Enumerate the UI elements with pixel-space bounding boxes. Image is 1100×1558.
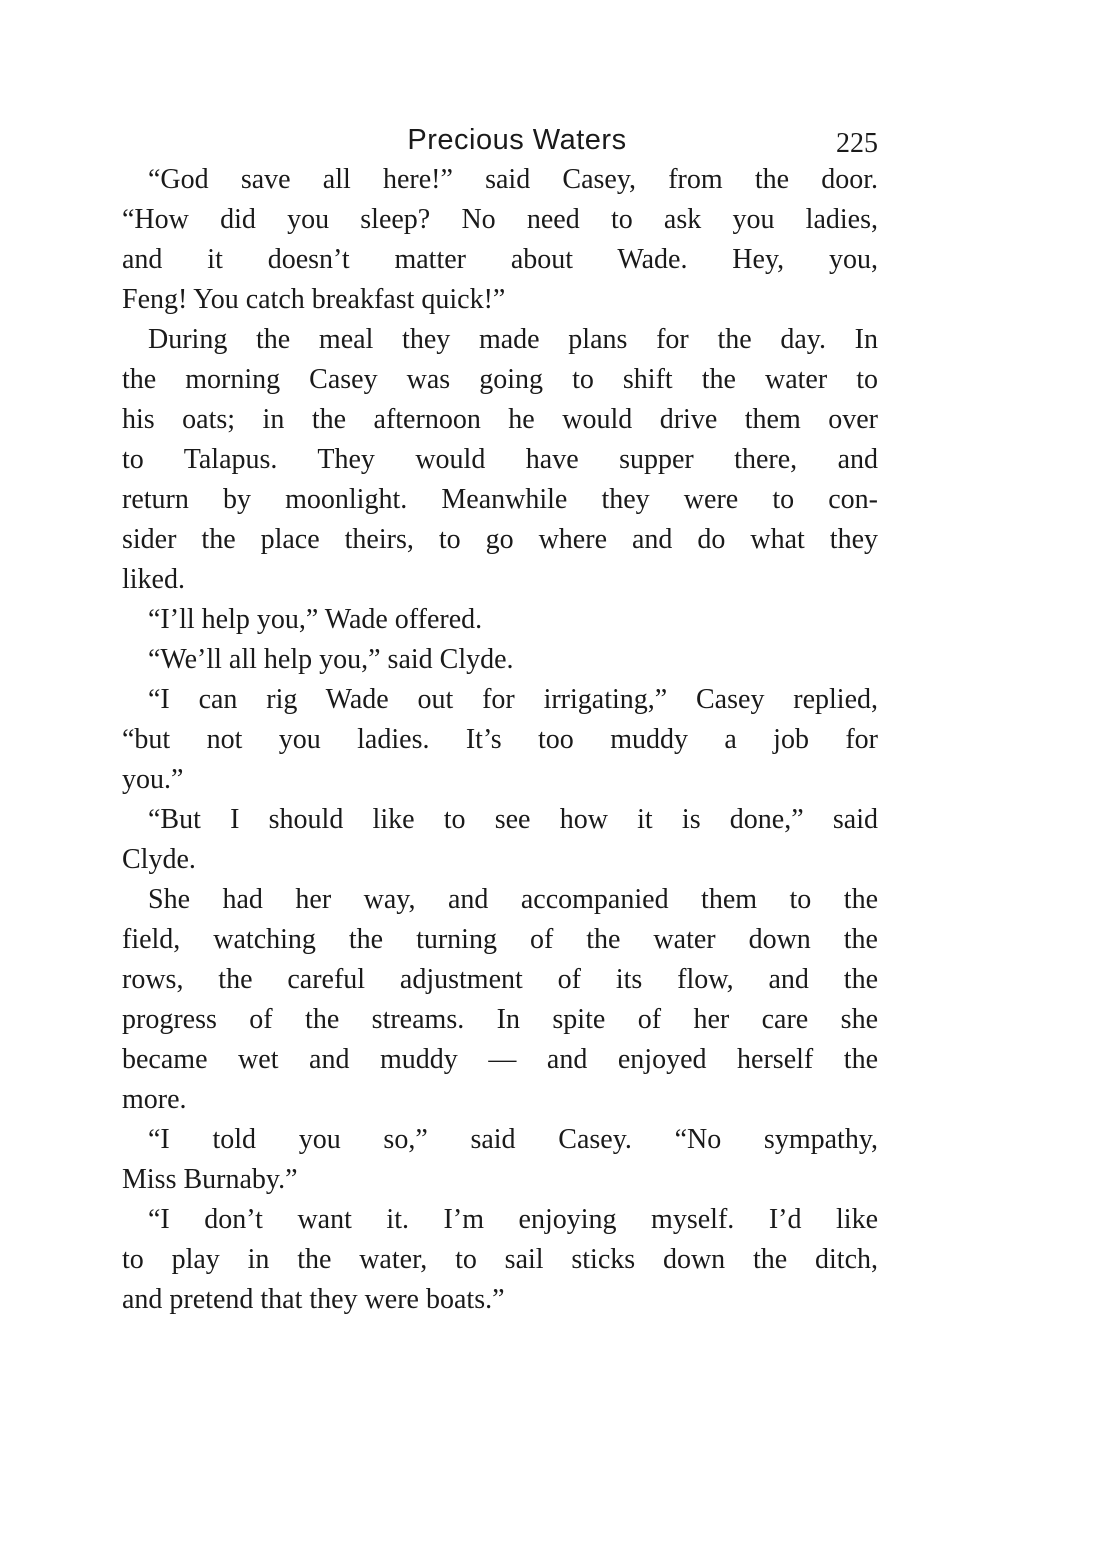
paragraph xyxy=(122,680,878,800)
text-line: “God save all here!” said Casey, from the door. xyxy=(148,164,878,195)
text-line: “but not you ladies. It’s too muddy a job for xyxy=(122,724,878,755)
text-line: Miss Burnaby.” xyxy=(122,1164,298,1195)
text-line: the morning Casey was going to shift the water to xyxy=(122,364,878,395)
text-line: return by moonlight. Meanwhile they were to con- xyxy=(122,484,878,515)
text-line: “We’ll all help you,” said Clyde. xyxy=(148,644,514,675)
paragraph xyxy=(122,160,878,320)
text-line: to Talapus. They would have supper there, and xyxy=(122,444,878,475)
text-line: and pretend that they were boats.” xyxy=(122,1284,505,1315)
text-line: rows, the careful adjustment of its flow, and the xyxy=(122,964,878,995)
text-line: more. xyxy=(122,1084,187,1115)
paragraph xyxy=(122,600,878,640)
text-line: Feng! You catch breakfast quick!” xyxy=(122,284,506,315)
text-line: “I don’t want it. I’m enjoying myself. I’d like xyxy=(148,1204,878,1235)
text-line: to play in the water, to sail sticks down the ditch, xyxy=(122,1244,878,1275)
text-line: “I told you so,” said Casey. “No sympathy, xyxy=(148,1124,878,1155)
text-line: field, watching the turning of the water down the xyxy=(122,924,878,955)
text-line: “I can rig Wade out for irrigating,” Casey replied, xyxy=(148,684,878,715)
text-line: his oats; in the afternoon he would drive them over xyxy=(122,404,878,435)
paragraph xyxy=(122,320,878,600)
body-text xyxy=(122,160,878,1320)
text-line: During the meal they made plans for the day. In xyxy=(148,324,878,355)
paragraph xyxy=(122,800,878,880)
text-line: Clyde. xyxy=(122,844,196,875)
paragraph xyxy=(122,880,878,1120)
text-line: progress of the streams. In spite of her care she xyxy=(122,1004,878,1035)
text-line: “I’ll help you,” Wade offered. xyxy=(148,604,483,635)
text-line: “But I should like to see how it is done,” said xyxy=(148,804,878,835)
text-line: liked. xyxy=(122,564,185,595)
page-number: 225 xyxy=(836,128,878,159)
text-line: became wet and muddy — and enjoyed herself the xyxy=(122,1044,878,1075)
text-line: you.” xyxy=(122,764,184,795)
chapter-title: Precious Waters xyxy=(407,124,627,156)
text-line: She had her way, and accompanied them to the xyxy=(148,884,878,915)
paragraph xyxy=(122,1200,878,1320)
paragraph xyxy=(122,640,878,680)
paragraph xyxy=(122,1120,878,1200)
text-line: and it doesn’t matter about Wade. Hey, you, xyxy=(122,244,878,275)
text-line: “How did you sleep? No need to ask you ladies, xyxy=(122,204,878,235)
text-line: sider the place theirs, to go where and do what they xyxy=(122,524,878,555)
